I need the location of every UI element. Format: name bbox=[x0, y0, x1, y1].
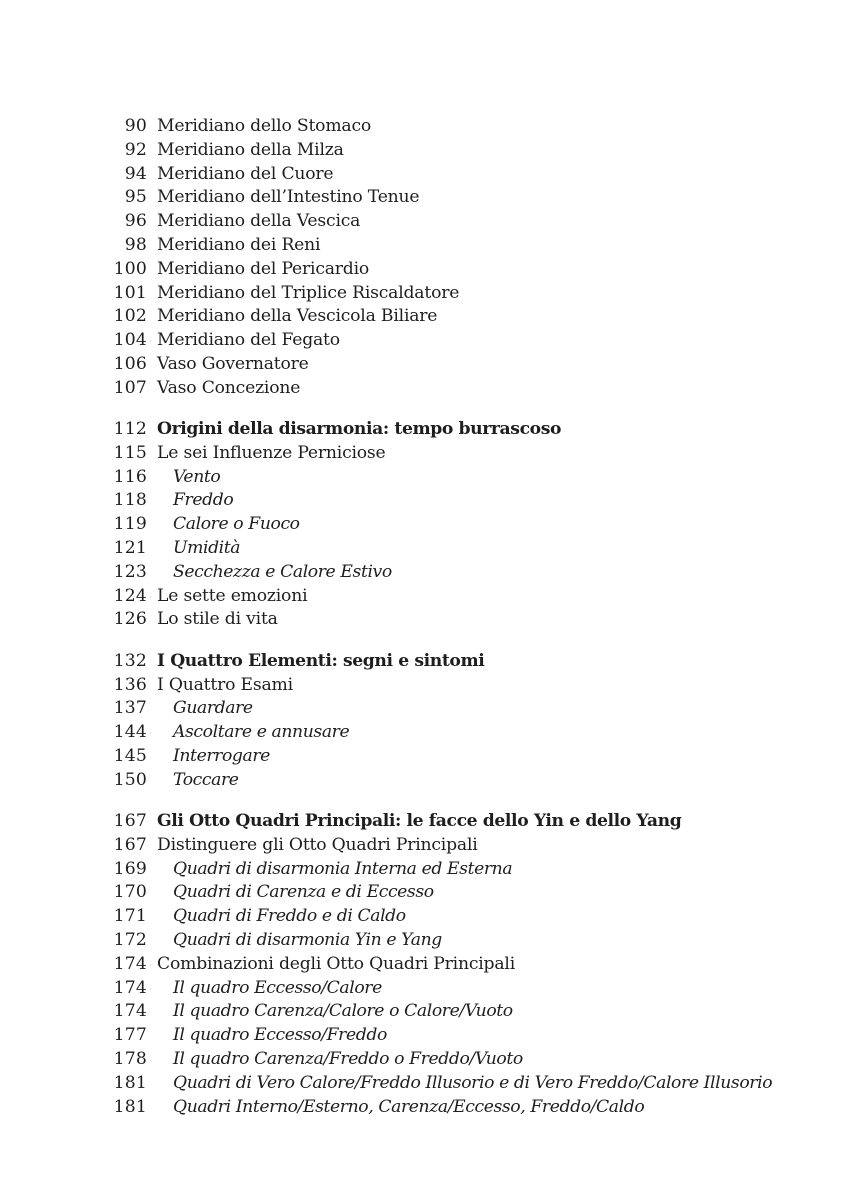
page-number: 177 bbox=[113, 1025, 147, 1046]
entry-title: Interrogare bbox=[173, 745, 270, 766]
toc-entry-row bbox=[100, 282, 820, 306]
entry-title: Origini della disarmonia: tempo burrascoso bbox=[157, 419, 562, 440]
toc-entry-row bbox=[100, 210, 820, 234]
entry-title: Umidità bbox=[173, 538, 241, 559]
toc-entry-row bbox=[100, 608, 820, 632]
page-number: 106 bbox=[113, 353, 147, 374]
entry-title: Il quadro Carenza/Calore o Calore/Vuoto bbox=[173, 1001, 513, 1022]
toc-entry-row bbox=[100, 186, 820, 210]
toc-subentry-row bbox=[100, 858, 820, 882]
entry-title: Secchezza e Calore Estivo bbox=[173, 561, 392, 582]
toc-section bbox=[100, 810, 820, 1119]
entry-title: Meridiano del Pericardio bbox=[157, 258, 370, 279]
page-number: 96 bbox=[124, 211, 147, 232]
entry-title: Il quadro Eccesso/Freddo bbox=[173, 1025, 387, 1046]
entry-title: Quadri di disarmonia Interna ed Esterna bbox=[173, 858, 513, 879]
toc-entry-row bbox=[100, 329, 820, 353]
entry-title: Meridiano del Triplice Riscaldatore bbox=[157, 282, 460, 303]
entry-title: Meridiano dello Stomaco bbox=[157, 116, 372, 136]
toc-entry-row bbox=[100, 377, 820, 401]
entry-title: Quadri di Vero Calore/Freddo Illusorio e di Vero Freddo/Calore Illusorio bbox=[173, 1072, 773, 1093]
page-number: 172 bbox=[113, 930, 147, 950]
entry-title: I Quattro Esami bbox=[157, 674, 293, 695]
entry-title: Meridiano della Vescica bbox=[157, 211, 361, 232]
toc-heading-row bbox=[100, 418, 820, 442]
page-number: 136 bbox=[113, 674, 147, 695]
toc-subentry-row bbox=[100, 929, 820, 953]
entry-title: Quadri di disarmonia Yin e Yang bbox=[173, 930, 442, 950]
page-number: 174 bbox=[113, 977, 147, 998]
toc-subentry-row bbox=[100, 697, 820, 721]
toc-subentry-row bbox=[100, 489, 820, 513]
entry-title: Le sette emozioni bbox=[157, 585, 308, 606]
entry-title: Toccare bbox=[173, 769, 239, 790]
entry-title: Quadri di Freddo e di Caldo bbox=[173, 906, 406, 927]
page-number: 170 bbox=[113, 882, 147, 903]
toc-entry-row bbox=[100, 353, 820, 377]
toc-subentry-row bbox=[100, 721, 820, 745]
toc-entry-row bbox=[100, 834, 820, 858]
page-number: 112 bbox=[113, 419, 147, 440]
page-number: 167 bbox=[113, 834, 147, 855]
page-number: 121 bbox=[113, 538, 147, 559]
toc-subentry-row bbox=[100, 881, 820, 905]
page-number: 102 bbox=[113, 306, 147, 327]
page-number: 123 bbox=[113, 561, 147, 582]
page-number: 95 bbox=[124, 187, 147, 208]
entry-title: Quadri Interno/Esterno, Carenza/Eccesso, Freddo/Caldo bbox=[173, 1096, 645, 1117]
page-number: 126 bbox=[113, 609, 147, 630]
page-number: 107 bbox=[113, 377, 147, 398]
toc-entry-row bbox=[100, 442, 820, 466]
page-number: 178 bbox=[113, 1048, 147, 1069]
entry-title: Meridiano della Vescicola Biliare bbox=[157, 306, 438, 327]
toc-section bbox=[100, 115, 820, 401]
toc-entry-row bbox=[100, 139, 820, 163]
entry-title: Vaso Governatore bbox=[157, 353, 309, 374]
page-number: 118 bbox=[113, 490, 147, 511]
toc-subentry-row bbox=[100, 513, 820, 537]
entry-title: Meridiano del Cuore bbox=[157, 163, 334, 184]
page-number: 100 bbox=[113, 258, 147, 279]
entry-title: Meridiano dell’Intestino Tenue bbox=[157, 187, 420, 208]
table-of-contents bbox=[100, 115, 820, 1119]
toc-section bbox=[100, 650, 820, 793]
toc-entry-row bbox=[100, 585, 820, 609]
toc-subentry-row bbox=[100, 1096, 820, 1120]
toc-subentry-row bbox=[100, 977, 820, 1001]
entry-title: Meridiano del Fegato bbox=[157, 330, 340, 351]
toc-heading-row bbox=[100, 650, 820, 674]
entry-title: Meridiano dei Reni bbox=[157, 234, 321, 255]
entry-title: Il quadro Eccesso/Calore bbox=[173, 977, 382, 998]
page-number: 132 bbox=[113, 650, 147, 671]
toc-subentry-row bbox=[100, 769, 820, 793]
toc-entry-row bbox=[100, 674, 820, 698]
page-number: 171 bbox=[113, 906, 147, 927]
entry-title: Meridiano della Milza bbox=[157, 139, 344, 160]
page-number: 181 bbox=[113, 1096, 147, 1117]
page-number: 167 bbox=[113, 811, 147, 832]
page-number: 169 bbox=[113, 858, 147, 879]
page-number: 116 bbox=[113, 466, 147, 487]
toc-subentry-row bbox=[100, 561, 820, 585]
toc-subentry-row bbox=[100, 1000, 820, 1024]
page-number: 98 bbox=[124, 234, 147, 255]
entry-title: Le sei Influenze Perniciose bbox=[157, 442, 386, 463]
entry-title: I Quattro Elementi: segni e sintomi bbox=[157, 650, 485, 671]
toc-heading-row bbox=[100, 810, 820, 834]
toc-subentry-row bbox=[100, 1072, 820, 1096]
page-number: 145 bbox=[113, 745, 147, 766]
page-number: 115 bbox=[113, 442, 147, 463]
entry-title: Quadri di Carenza e di Eccesso bbox=[173, 882, 434, 903]
toc-section bbox=[100, 418, 820, 632]
page-number: 174 bbox=[113, 953, 147, 974]
toc-entry-row bbox=[100, 305, 820, 329]
toc-subentry-row bbox=[100, 537, 820, 561]
page-number: 124 bbox=[113, 585, 147, 606]
page-number: 137 bbox=[113, 698, 147, 719]
page-number: 92 bbox=[124, 139, 147, 160]
page-number: 174 bbox=[113, 1001, 147, 1022]
entry-title: Distinguere gli Otto Quadri Principali bbox=[157, 834, 478, 855]
page-number: 144 bbox=[113, 722, 147, 743]
page-number: 90 bbox=[124, 116, 147, 136]
entry-title: Freddo bbox=[173, 490, 234, 511]
entry-title: Gli Otto Quadri Principali: le facce dello Yin e dello Yang bbox=[157, 811, 682, 832]
entry-title: Vaso Concezione bbox=[157, 377, 301, 398]
page-number: 101 bbox=[113, 282, 147, 303]
page-number: 104 bbox=[113, 330, 147, 351]
entry-title: Vento bbox=[173, 466, 221, 487]
toc-subentry-row bbox=[100, 1048, 820, 1072]
toc-entry-row bbox=[100, 258, 820, 282]
entry-title: Combinazioni degli Otto Quadri Principali bbox=[157, 953, 515, 974]
page-number: 119 bbox=[113, 514, 147, 535]
toc-entry-row bbox=[100, 115, 820, 139]
page-number: 181 bbox=[113, 1072, 147, 1093]
entry-title: Lo stile di vita bbox=[157, 609, 278, 630]
entry-title: Guardare bbox=[173, 698, 253, 719]
entry-title: Ascoltare e annusare bbox=[173, 722, 350, 743]
page-number: 94 bbox=[124, 163, 147, 184]
entry-title: Il quadro Carenza/Freddo o Freddo/Vuoto bbox=[173, 1048, 523, 1069]
toc-subentry-row bbox=[100, 466, 820, 490]
page-number: 150 bbox=[113, 769, 147, 790]
toc-subentry-row bbox=[100, 745, 820, 769]
toc-entry-row bbox=[100, 163, 820, 187]
toc-subentry-row bbox=[100, 905, 820, 929]
toc-entry-row bbox=[100, 953, 820, 977]
toc-entry-row bbox=[100, 234, 820, 258]
toc-subentry-row bbox=[100, 1024, 820, 1048]
entry-title: Calore o Fuoco bbox=[173, 514, 300, 535]
